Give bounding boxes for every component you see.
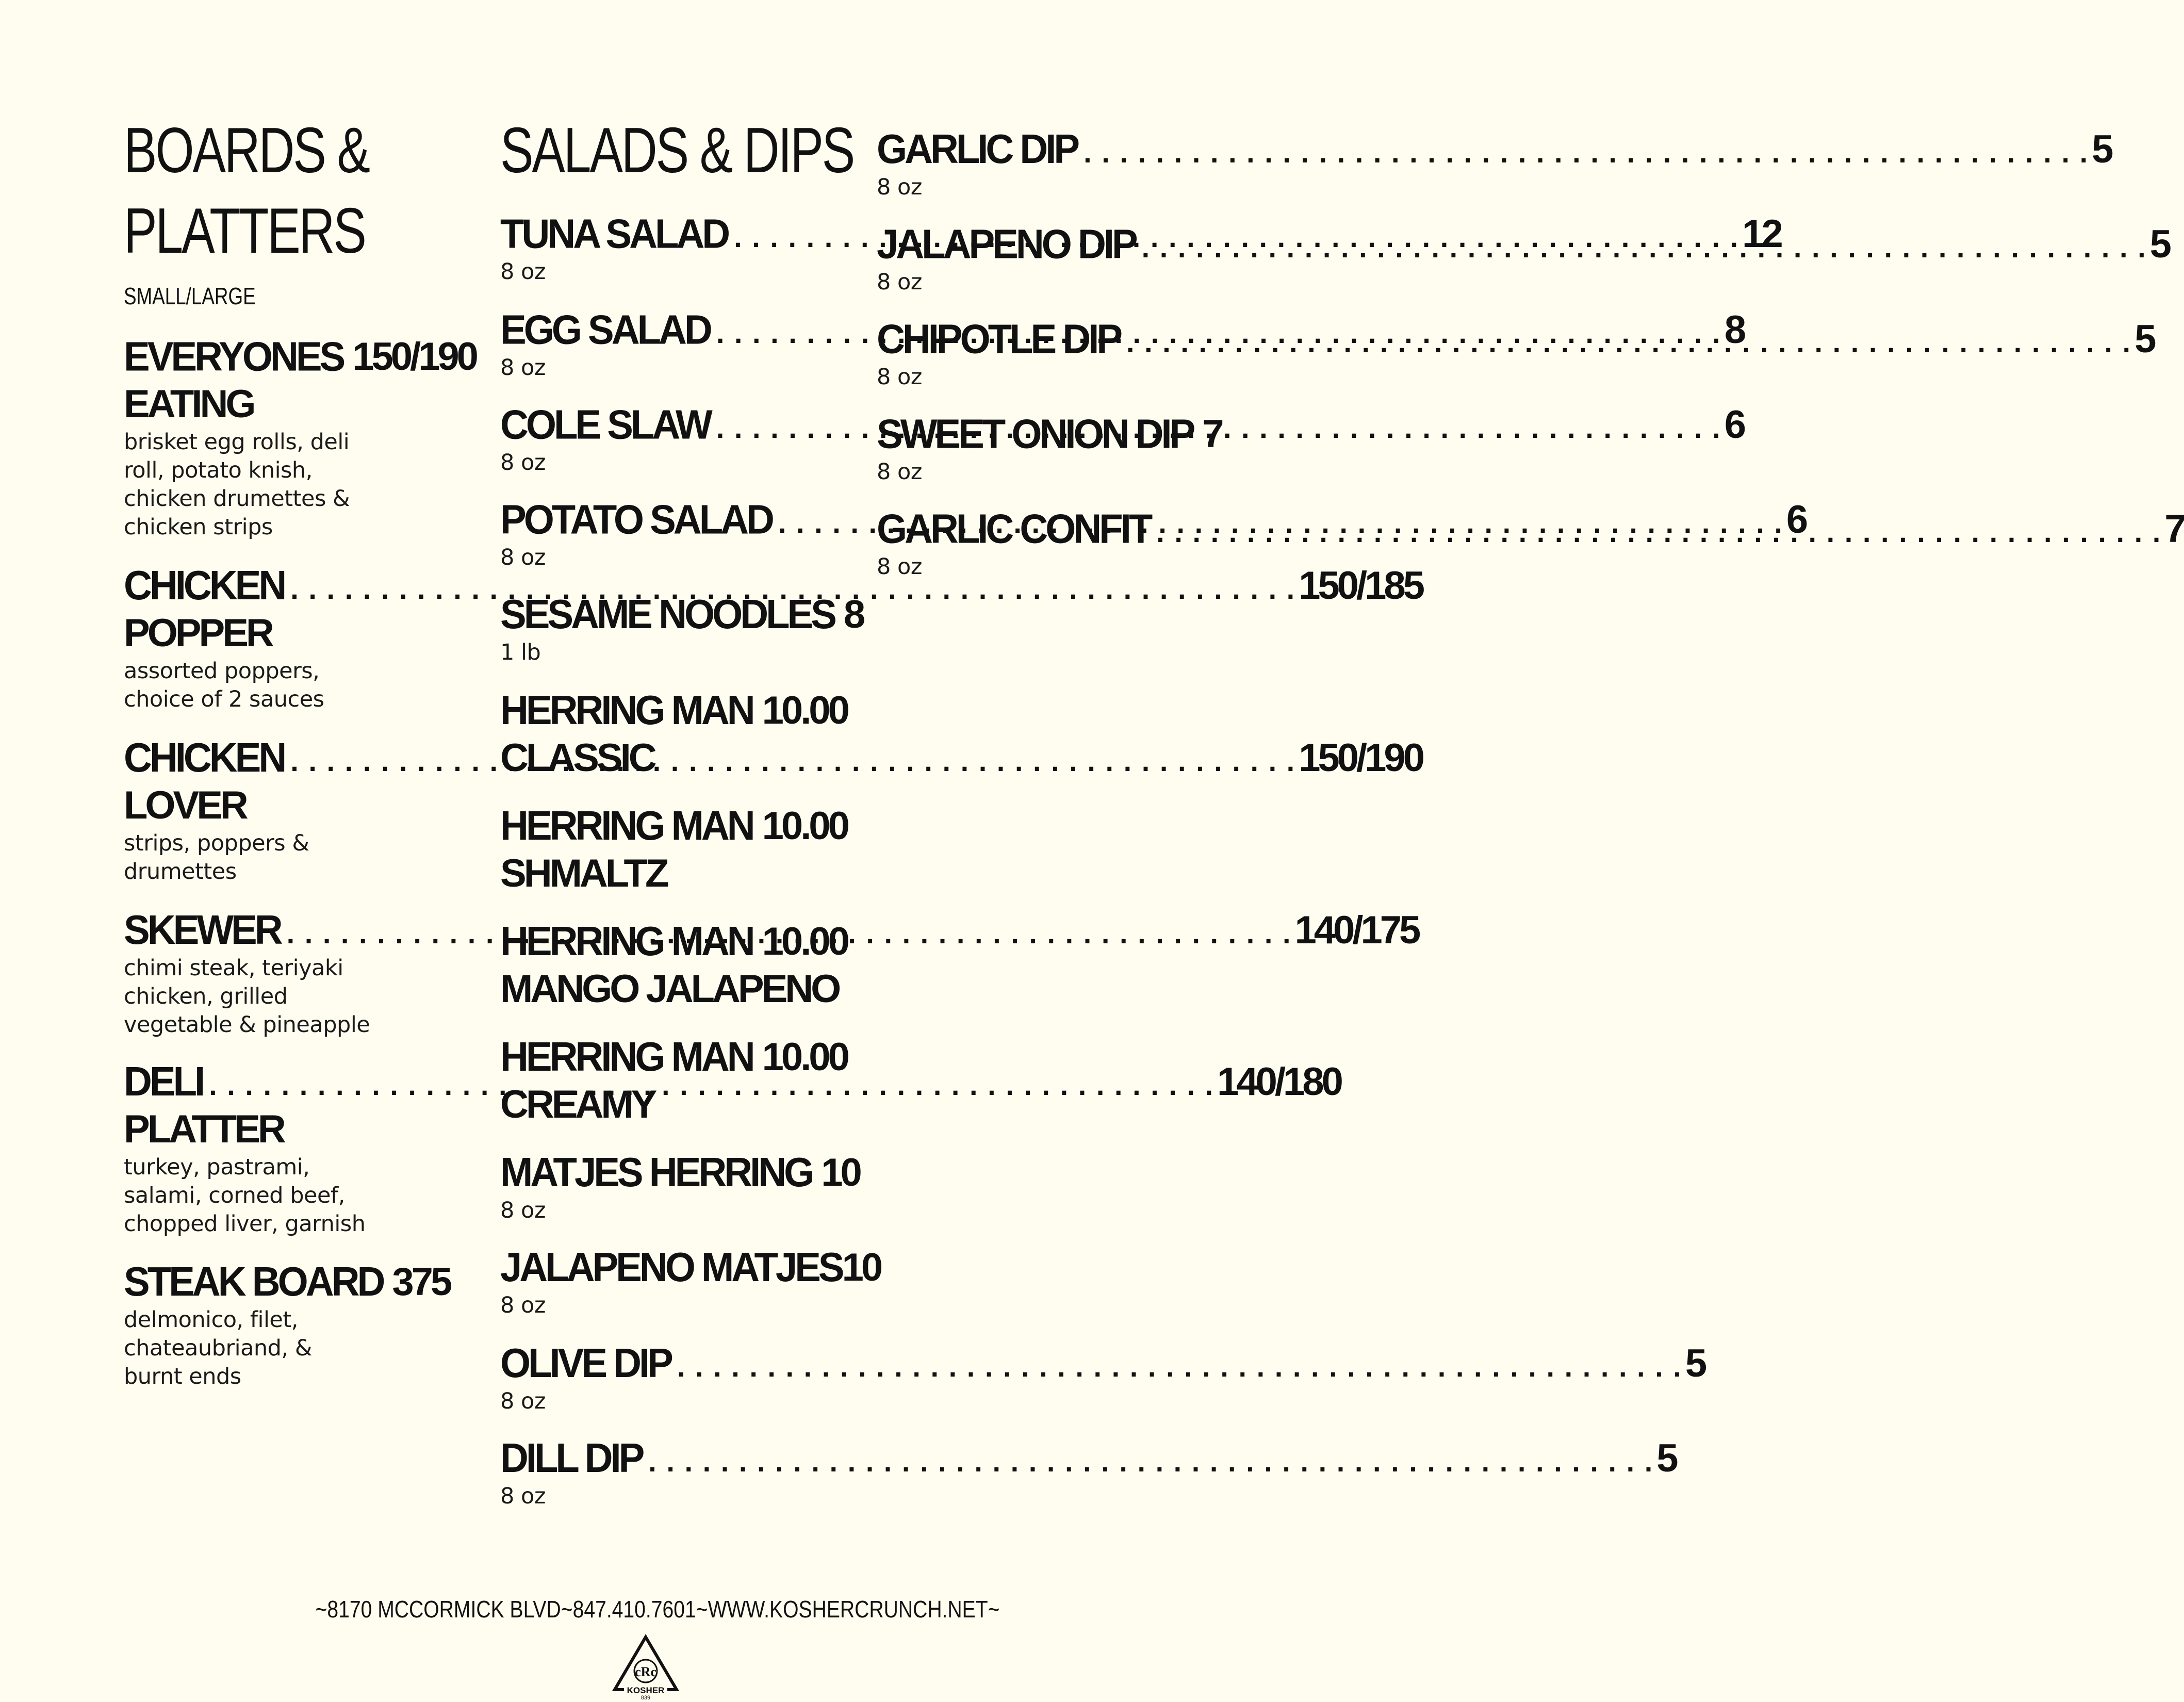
item-name-line2: CLASSIC bbox=[500, 736, 654, 780]
item-name-line2: SHMALTZ bbox=[500, 852, 667, 895]
item-price: 6 bbox=[1786, 498, 1806, 542]
item-name: JALAPENO MATJES bbox=[500, 1244, 842, 1291]
item-description: brisket egg rolls, deli roll, potato knish, chicken drumettes & chicken strips bbox=[124, 429, 350, 540]
seal-number: 839 bbox=[641, 1695, 651, 1701]
item-price: 5 bbox=[1685, 1341, 1705, 1385]
item-name: GARLIC CONFIT bbox=[877, 505, 1151, 552]
menu-item-herring-shmaltz bbox=[500, 803, 847, 897]
item-price: 7 bbox=[2164, 507, 2184, 551]
item-name: HERRING MAN bbox=[500, 687, 753, 734]
section-subtitle-size: SMALL/LARGE bbox=[124, 283, 256, 309]
item-description: delmonico, filet, chateaubriand, & burnt ends bbox=[124, 1307, 312, 1389]
item-price: 10.00 bbox=[762, 804, 847, 848]
item-description: 8 oz bbox=[500, 259, 546, 285]
item-price: 150/185 bbox=[1299, 564, 1422, 608]
seal-label: KOSHER bbox=[627, 1685, 665, 1695]
item-price: 10 bbox=[821, 1151, 860, 1194]
item-name: OLIVE DIP bbox=[500, 1340, 671, 1387]
item-name: GARLIC DIP bbox=[877, 126, 1078, 173]
item-name: DILL DIP bbox=[500, 1435, 643, 1482]
item-name-line2: EATING bbox=[124, 382, 254, 426]
menu-item-sesame-noodles bbox=[500, 591, 863, 667]
leader-dots bbox=[648, 1438, 1653, 1485]
item-price: 375 bbox=[392, 1260, 450, 1304]
item-name-line2: POPPER bbox=[124, 611, 272, 655]
menu-item-matjes-herring bbox=[500, 1149, 860, 1225]
menu-item-herring-creamy bbox=[500, 1034, 847, 1128]
item-price: 8 bbox=[1724, 308, 1744, 352]
item-name: MATJES HERRING bbox=[500, 1149, 812, 1196]
item-name: HERRING MAN bbox=[500, 918, 753, 965]
item-name: HERRING MAN bbox=[500, 1034, 753, 1081]
item-name: SESAME NOODLES bbox=[500, 591, 834, 638]
item-name: JALAPENO DIP bbox=[877, 221, 1136, 268]
menu-item-herring-mango-jalapeno bbox=[500, 918, 847, 1013]
item-price: 10.00 bbox=[762, 1035, 847, 1079]
item-price: 5 bbox=[2092, 127, 2111, 171]
item-name: STEAK BOARD bbox=[124, 1258, 383, 1305]
item-price: 7 bbox=[1202, 412, 1222, 456]
item-price: 6 bbox=[1724, 403, 1744, 447]
item-description: 8 oz bbox=[877, 364, 922, 390]
leader-dots bbox=[1156, 509, 2161, 556]
item-name: CHICKEN bbox=[124, 734, 285, 781]
item-description: 8 oz bbox=[877, 554, 922, 580]
item-description: 8 oz bbox=[500, 1198, 546, 1223]
item-description: 8 oz bbox=[877, 269, 922, 295]
item-price: 150/190 bbox=[352, 335, 476, 379]
leader-dots bbox=[1083, 129, 2089, 176]
item-price: 5 bbox=[2134, 317, 2154, 361]
item-name-line2: CREAMY bbox=[500, 1083, 655, 1126]
item-name: EGG SALAD bbox=[500, 306, 710, 353]
item-name-line2: MANGO JALAPENO bbox=[500, 967, 839, 1011]
menu-item-chipotle-dip bbox=[877, 316, 2154, 391]
menu-item-sweet-onion-dip bbox=[877, 411, 1222, 486]
leader-dots bbox=[1126, 319, 2131, 366]
item-name: TUNA SALAD bbox=[500, 210, 728, 257]
item-price: 5 bbox=[2149, 222, 2169, 266]
item-description: 8 oz bbox=[877, 459, 922, 485]
item-description: strips, poppers & drumettes bbox=[124, 830, 309, 885]
item-description: 8 oz bbox=[500, 1292, 546, 1318]
item-name-line2: LOVER bbox=[124, 783, 246, 827]
item-price: 140/180 bbox=[1217, 1060, 1341, 1104]
item-name: EVERYONES bbox=[124, 333, 343, 380]
section-title-boards-line2: PLATTERS bbox=[124, 195, 365, 267]
item-price: 10.00 bbox=[762, 689, 847, 732]
item-price: 10.00 bbox=[762, 920, 847, 963]
menu-item-herring-classic bbox=[500, 687, 847, 782]
item-price: 150/190 bbox=[1299, 736, 1422, 780]
item-description: 8 oz bbox=[500, 1388, 546, 1414]
item-description: 8 oz bbox=[877, 174, 922, 200]
item-price: 10 bbox=[842, 1246, 881, 1289]
menu-item-garlic-dip bbox=[877, 126, 2111, 202]
item-name: COLE SLAW bbox=[500, 401, 710, 448]
item-price: 140/175 bbox=[1294, 908, 1419, 952]
section-title-salads: SALADS & DIPS bbox=[500, 115, 854, 186]
item-price: 8 bbox=[843, 593, 863, 636]
item-name: HERRING MAN bbox=[500, 803, 753, 849]
item-name: SWEET ONION DIP bbox=[877, 411, 1193, 457]
kosher-seal-icon bbox=[613, 1635, 679, 1700]
item-description: 8 oz bbox=[500, 1483, 546, 1509]
item-name: CHIPOTLE DIP bbox=[877, 316, 1121, 363]
menu-item-steak-board bbox=[124, 1258, 450, 1391]
item-description: turkey, pastrami, salami, corned beef, chopped liver, garnish bbox=[124, 1154, 366, 1237]
leader-dots bbox=[1142, 224, 2147, 271]
item-name: POTATO SALAD bbox=[500, 496, 772, 543]
menu-item-garlic-confit bbox=[877, 505, 2184, 581]
item-description: 8 oz bbox=[500, 450, 546, 476]
item-name-line2: PLATTER bbox=[124, 1107, 284, 1151]
item-price: 5 bbox=[1656, 1436, 1676, 1480]
menu-item-olive-dip bbox=[500, 1340, 1705, 1416]
item-description: 8 oz bbox=[500, 545, 546, 570]
menu-item-dill-dip bbox=[500, 1435, 1676, 1511]
item-description: 8 oz bbox=[500, 355, 546, 381]
leader-dots bbox=[677, 1343, 1682, 1390]
item-name: SKEWER bbox=[124, 907, 281, 954]
seal-letters: cRc bbox=[635, 1664, 656, 1679]
menu-item-jalapeno-matjes bbox=[500, 1244, 881, 1320]
item-description: assorted poppers, choice of 2 sauces bbox=[124, 658, 324, 712]
menu-item-everyones-eating bbox=[124, 333, 476, 542]
item-description: 1 lb bbox=[500, 640, 541, 665]
item-name: DELI bbox=[124, 1058, 203, 1105]
section-title-boards-line1: BOARDS & bbox=[124, 115, 369, 186]
item-price: 12 bbox=[1742, 212, 1781, 256]
item-description: chimi steak, teriyaki chicken, grilled vegetable & pineapple bbox=[124, 955, 370, 1038]
item-name: CHICKEN bbox=[124, 562, 285, 609]
footer-address: ~8170 MCCORMICK BLVD~847.410.7601~WWW.KOSHERCRUNCH.NET~ bbox=[315, 1596, 1000, 1623]
